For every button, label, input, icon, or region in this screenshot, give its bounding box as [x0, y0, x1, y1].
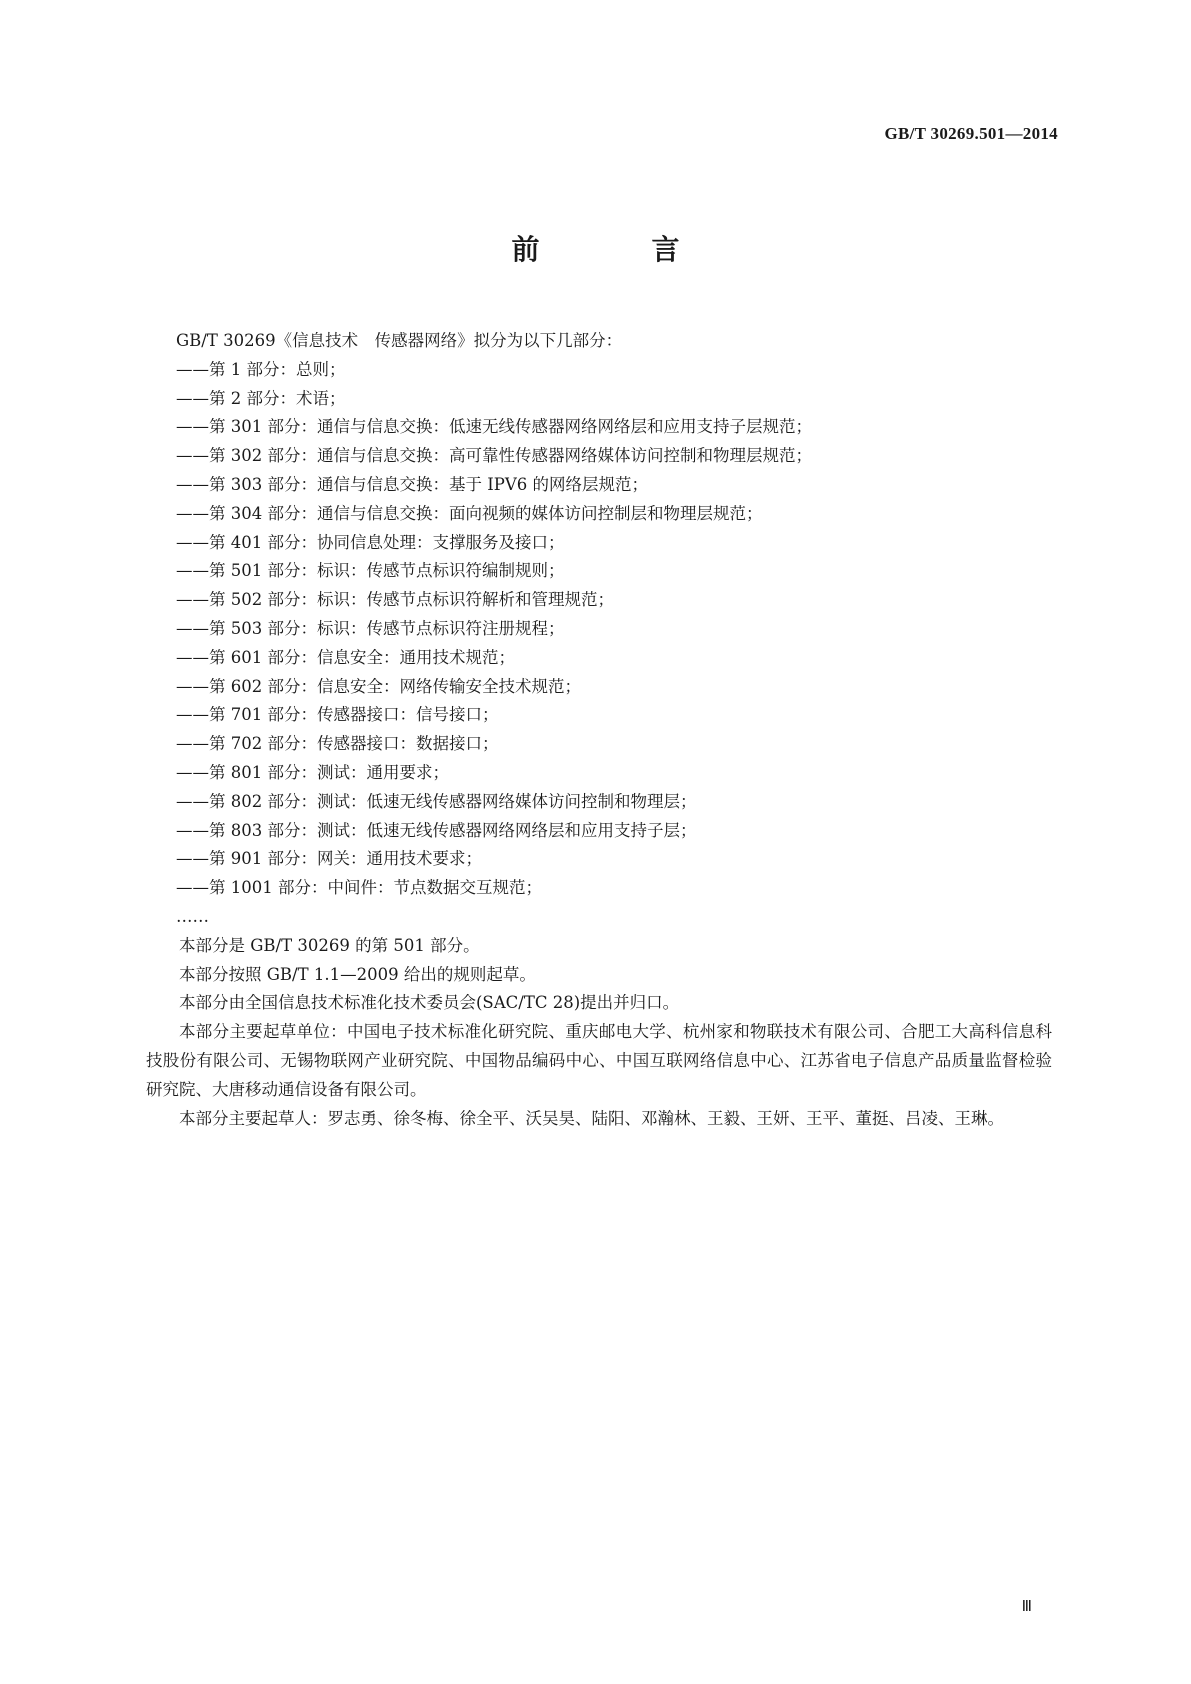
list-item: ——第 503 部分：标识：传感节点标识符注册规程； — [176, 618, 565, 638]
page-number: Ⅲ — [1021, 1599, 1032, 1615]
document-code: GB/T 30269.501—2014 — [884, 124, 1058, 143]
intro-line: GB/T 30269《信息技术 传感器网络》拟分为以下几部分： — [176, 331, 623, 350]
list-item: ——第 802 部分：测试：低速无线传感器网络媒体访问控制和物理层； — [176, 791, 697, 811]
list-item: ——第 803 部分：测试：低速无线传感器网络网络层和应用支持子层； — [176, 820, 697, 840]
page-title: 前 言 — [511, 233, 722, 266]
list-item: ——第 301 部分：通信与信息交换：低速无线传感器网络网络层和应用支持子层规范； — [176, 417, 812, 437]
list-item: ——第 302 部分：通信与信息交换：高可靠性传感器网络媒体访问控制和物理层规范； — [176, 446, 812, 466]
list-item: ——第 601 部分：信息安全：通用技术规范； — [176, 647, 515, 667]
list-item: ——第 1001 部分：中间件：节点数据交互规范； — [176, 878, 542, 898]
document-body — [146, 327, 1052, 1133]
paragraph: 本部分主要起草单位：中国电子技术标准化研究院、重庆邮电大学、杭州家和物联技术有限公司、合肥工大高科信息科技股份有限公司、无锡物联网产业研究院、中国物品编码中心、中国互联网络信息中心、江苏省电子信息产品质量监督检验研究院、大唐移动通信设备有限公司。 — [146, 1022, 1052, 1099]
paragraph: 本部分主要起草人：罗志勇、徐冬梅、徐全平、沃吴昊、陆阳、邓瀚林、王毅、王妍、王平、董挺、吕凌、王琳。 — [179, 1108, 1004, 1128]
paragraph: 本部分由全国信息技术标准化技术委员会(SAC/TC 28)提出并归口。 — [179, 993, 680, 1013]
list-item: ——第 701 部分：传感器接口：信号接口； — [176, 705, 499, 725]
list-item: ——第 801 部分：测试：通用要求； — [176, 762, 449, 782]
list-item: ——第 702 部分：传感器接口：数据接口； — [176, 734, 499, 754]
list-item: ——第 602 部分：信息安全：网络传输安全技术规范； — [176, 676, 581, 696]
list-item: ——第 401 部分：协同信息处理：支撑服务及接口； — [176, 532, 565, 552]
list-item: ——第 304 部分：通信与信息交换：面向视频的媒体访问控制层和物理层规范； — [176, 503, 763, 523]
parts-list — [146, 356, 1052, 903]
list-item: ——第 303 部分：通信与信息交换：基于 IPV6 的网络层规范； — [176, 474, 649, 494]
list-item: ——第 1 部分：总则； — [176, 359, 346, 379]
ellipsis: …… — [176, 906, 209, 926]
list-item: ——第 2 部分：术语； — [176, 388, 346, 408]
list-item: ——第 502 部分：标识：传感节点标识符解析和管理规范； — [176, 590, 614, 610]
list-item: ——第 501 部分：标识：传感节点标识符编制规则； — [176, 561, 565, 581]
paragraph: 本部分按照 GB/T 1.1—2009 给出的规则起草。 — [179, 964, 536, 984]
list-item: ——第 901 部分：网关：通用技术要求； — [176, 849, 482, 869]
paragraph: 本部分是 GB/T 30269 的第 501 部分。 — [179, 935, 480, 955]
